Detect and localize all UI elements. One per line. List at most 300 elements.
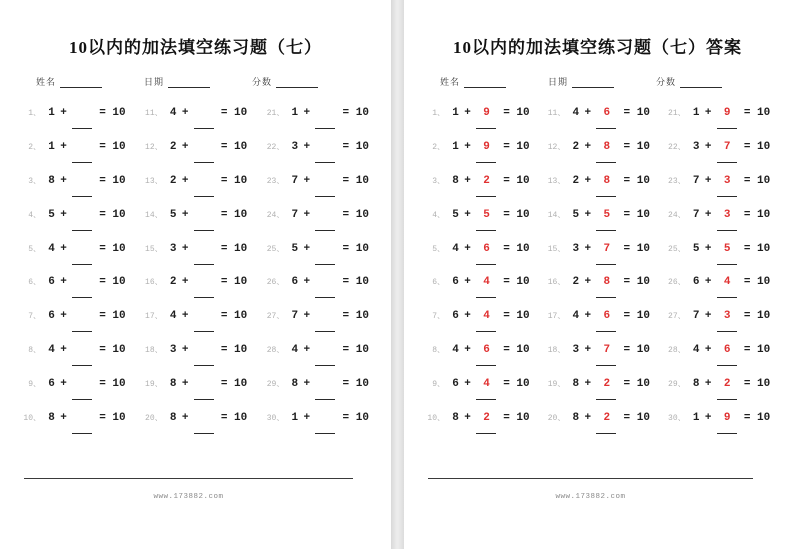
answer-digit: 3 xyxy=(723,174,731,187)
answer-slot xyxy=(474,209,499,222)
page-title: 10以内的加法填空练习题（七）答案 xyxy=(453,38,742,57)
problem-row xyxy=(22,141,144,175)
problem-row xyxy=(667,107,787,141)
score-field-label: 分数 xyxy=(252,77,273,87)
equals-sign: = xyxy=(99,242,106,255)
addend: 2 xyxy=(572,276,580,289)
problem-number: 20、 xyxy=(145,414,163,424)
equals-sign: = xyxy=(342,242,350,255)
addend: 1 xyxy=(692,412,700,425)
equals-sign: = xyxy=(623,412,631,425)
problem-number: 24、 xyxy=(266,210,285,220)
equals-sign: = xyxy=(623,107,631,119)
problem-number: 29、 xyxy=(668,380,686,390)
answer-slot xyxy=(474,412,499,425)
problem-number: 26、 xyxy=(668,278,686,288)
problem-row xyxy=(426,344,546,378)
problem-number: 15、 xyxy=(145,244,163,254)
equals-sign: = xyxy=(503,107,510,119)
addend: 8 xyxy=(291,378,299,391)
sum-value: 10 xyxy=(112,174,126,187)
problem-row xyxy=(265,310,387,344)
problem-row xyxy=(426,141,546,175)
problem-number: 22、 xyxy=(668,142,686,152)
equals-sign: = xyxy=(99,276,106,289)
problem-number: 1、 xyxy=(432,109,445,118)
blank-line xyxy=(315,230,335,231)
addend: 4 xyxy=(169,310,177,323)
plus-sign: + xyxy=(464,208,471,221)
problem-number: 8、 xyxy=(28,346,41,356)
blank-line xyxy=(596,399,616,400)
addend: 7 xyxy=(291,208,299,221)
problem-row xyxy=(546,276,666,310)
problem-number: 11、 xyxy=(547,109,566,118)
plus-sign: + xyxy=(181,140,189,153)
plus-sign: + xyxy=(60,310,67,323)
plus-sign: + xyxy=(60,276,67,289)
answer-digit: 2 xyxy=(723,378,731,391)
equals-sign: = xyxy=(99,344,106,357)
answer-slot xyxy=(594,344,619,357)
equals-sign: = xyxy=(99,174,106,187)
equals-sign: = xyxy=(743,310,751,323)
problem-number: 23、 xyxy=(668,176,686,186)
answer-slot xyxy=(594,412,619,425)
equals-sign: = xyxy=(623,310,631,323)
plus-sign: + xyxy=(181,378,189,391)
problem-number: 18、 xyxy=(547,346,566,356)
plus-sign: + xyxy=(60,208,67,221)
blank-line xyxy=(476,128,496,129)
equals-sign: = xyxy=(342,174,350,187)
plus-sign: + xyxy=(303,140,311,153)
plus-sign: + xyxy=(181,276,189,289)
plus-sign: + xyxy=(181,174,189,187)
equals-sign: = xyxy=(342,140,350,153)
answer-digit: 8 xyxy=(603,174,611,187)
sum-value: 10 xyxy=(112,208,126,221)
blank-line xyxy=(315,128,335,129)
addend: 2 xyxy=(572,140,580,153)
sum-value: 10 xyxy=(757,140,771,153)
problem-row xyxy=(426,412,546,446)
blank-line xyxy=(476,297,496,298)
sum-value: 10 xyxy=(355,344,369,357)
sum-value: 10 xyxy=(234,208,248,221)
page-answers xyxy=(404,0,791,549)
sum-value: 10 xyxy=(757,378,771,391)
addend: 6 xyxy=(48,378,55,391)
problem-number: 26、 xyxy=(266,278,285,288)
blank-line xyxy=(315,331,335,332)
answer-slot xyxy=(474,243,499,256)
blank-line xyxy=(315,297,335,298)
answer-slot xyxy=(192,276,217,289)
equals-sign: = xyxy=(503,378,510,391)
equals-sign: = xyxy=(342,344,350,357)
name-field-label: 姓名 xyxy=(440,77,461,87)
addend: 3 xyxy=(572,344,580,357)
equals-sign: = xyxy=(623,208,631,221)
equals-sign: = xyxy=(503,242,510,255)
answer-slot xyxy=(70,378,95,391)
blank-line xyxy=(194,331,214,332)
answer-digit: 6 xyxy=(723,344,731,357)
problem-number: 1、 xyxy=(28,109,41,118)
problem-row xyxy=(144,412,266,446)
name-field xyxy=(36,75,102,88)
addend: 1 xyxy=(452,107,459,119)
problem-number: 27、 xyxy=(668,312,686,322)
plus-sign: + xyxy=(464,276,471,289)
sum-value: 10 xyxy=(112,140,126,153)
plus-sign: + xyxy=(181,412,189,425)
problem-number: 21、 xyxy=(668,109,686,118)
blank-line xyxy=(194,433,214,434)
answer-slot xyxy=(715,412,740,425)
answer-slot xyxy=(715,209,740,222)
problems-grid xyxy=(426,107,787,446)
sum-value: 10 xyxy=(112,107,126,119)
answer-digit: 5 xyxy=(603,208,611,221)
problem-row xyxy=(667,310,787,344)
page-footer xyxy=(428,478,753,503)
answer-digit: 2 xyxy=(483,174,490,187)
sum-value: 10 xyxy=(516,378,530,391)
answer-slot xyxy=(594,243,619,256)
blank-line xyxy=(596,230,616,231)
plus-sign: + xyxy=(181,242,189,255)
sum-value: 10 xyxy=(636,344,650,357)
addend: 8 xyxy=(48,174,55,187)
score-blank-line xyxy=(680,77,722,88)
blank-line xyxy=(476,331,496,332)
answer-slot xyxy=(715,175,740,188)
blank-line xyxy=(717,365,737,366)
problem-row xyxy=(426,107,546,141)
plus-sign: + xyxy=(584,276,592,289)
plus-sign: + xyxy=(303,412,311,425)
equals-sign: = xyxy=(623,276,631,289)
answer-slot xyxy=(594,276,619,289)
blank-line xyxy=(596,365,616,366)
equals-sign: = xyxy=(623,140,631,153)
problem-number: 20、 xyxy=(547,414,566,424)
problem-row xyxy=(667,175,787,209)
problem-row xyxy=(667,209,787,243)
problem-row xyxy=(667,243,787,277)
addend: 4 xyxy=(572,310,580,323)
problem-row xyxy=(144,175,266,209)
equals-sign: = xyxy=(342,378,350,391)
problem-number: 6、 xyxy=(28,278,41,288)
problem-number: 17、 xyxy=(547,312,566,322)
blank-line xyxy=(72,399,92,400)
blank-line xyxy=(315,264,335,265)
answer-slot xyxy=(715,107,740,120)
sum-value: 10 xyxy=(757,174,771,187)
blank-line xyxy=(194,297,214,298)
addend: 6 xyxy=(452,378,459,391)
plus-sign: + xyxy=(181,208,189,221)
sum-value: 10 xyxy=(234,174,248,187)
plus-sign: + xyxy=(60,378,67,391)
problem-row xyxy=(144,310,266,344)
answer-slot xyxy=(70,107,95,120)
answer-digit: 5 xyxy=(483,208,490,221)
sum-value: 10 xyxy=(516,174,530,187)
plus-sign: + xyxy=(464,107,471,119)
equals-sign: = xyxy=(503,344,510,357)
sum-value: 10 xyxy=(757,107,771,119)
addend: 1 xyxy=(48,107,55,119)
answer-slot xyxy=(192,378,217,391)
equals-sign: = xyxy=(623,242,631,255)
equals-sign: = xyxy=(503,310,510,323)
sum-value: 10 xyxy=(355,208,369,221)
problem-row xyxy=(144,276,266,310)
answer-slot xyxy=(192,412,217,425)
blank-line xyxy=(717,399,737,400)
problem-number: 16、 xyxy=(547,278,566,288)
answer-digit: 7 xyxy=(603,242,611,255)
answer-digit: 9 xyxy=(723,107,731,119)
problem-number: 22、 xyxy=(266,142,285,152)
sum-value: 10 xyxy=(112,412,126,425)
problem-number: 5、 xyxy=(432,244,445,254)
problem-number: 4、 xyxy=(432,210,445,220)
plus-sign: + xyxy=(464,412,471,425)
problem-row xyxy=(144,344,266,378)
blank-line xyxy=(315,162,335,163)
answer-digit: 3 xyxy=(723,208,731,221)
sum-value: 10 xyxy=(757,276,771,289)
equals-sign: = xyxy=(220,242,228,255)
equals-sign: = xyxy=(342,310,350,323)
problem-number: 12、 xyxy=(547,142,566,152)
answer-slot xyxy=(313,107,338,120)
date-field xyxy=(548,75,614,88)
problem-number: 5、 xyxy=(28,244,41,254)
blank-line xyxy=(194,399,214,400)
equals-sign: = xyxy=(743,140,751,153)
answer-digit: 6 xyxy=(603,310,611,323)
addend: 5 xyxy=(48,208,55,221)
problem-row xyxy=(667,412,787,446)
equals-sign: = xyxy=(220,174,228,187)
answer-slot xyxy=(715,378,740,391)
problem-row xyxy=(546,209,666,243)
plus-sign: + xyxy=(584,107,592,119)
blank-line xyxy=(476,196,496,197)
problem-row xyxy=(426,243,546,277)
problem-row xyxy=(144,378,266,412)
answer-slot xyxy=(715,141,740,154)
addend: 3 xyxy=(291,140,299,153)
problem-number: 29、 xyxy=(266,380,285,390)
answer-slot xyxy=(594,141,619,154)
plus-sign: + xyxy=(584,208,592,221)
blank-line xyxy=(717,297,737,298)
answer-digit: 4 xyxy=(723,276,731,289)
answer-slot xyxy=(192,344,217,357)
problem-number: 8、 xyxy=(432,346,445,356)
problem-number: 6、 xyxy=(432,278,445,288)
problem-number: 13、 xyxy=(145,176,163,186)
problem-number: 14、 xyxy=(547,210,566,220)
answer-slot xyxy=(70,243,95,256)
sum-value: 10 xyxy=(636,107,650,119)
sum-value: 10 xyxy=(516,208,530,221)
answer-slot xyxy=(192,209,217,222)
footer-url: www.173882.com xyxy=(555,493,626,501)
score-field-label: 分数 xyxy=(656,77,677,87)
problem-row xyxy=(22,378,144,412)
addend: 7 xyxy=(692,310,700,323)
equals-sign: = xyxy=(503,174,510,187)
problem-row xyxy=(667,344,787,378)
header-fields xyxy=(36,75,391,88)
plus-sign: + xyxy=(704,140,712,153)
problem-row xyxy=(265,209,387,243)
plus-sign: + xyxy=(704,378,712,391)
blank-line xyxy=(315,365,335,366)
addend: 8 xyxy=(169,378,177,391)
problem-row xyxy=(546,243,666,277)
sum-value: 10 xyxy=(112,276,126,289)
blank-line xyxy=(194,264,214,265)
problem-number: 3、 xyxy=(28,176,41,186)
problem-number: 17、 xyxy=(145,312,163,322)
sum-value: 10 xyxy=(636,174,650,187)
equals-sign: = xyxy=(743,412,751,425)
sum-value: 10 xyxy=(636,208,650,221)
equals-sign: = xyxy=(503,412,510,425)
addend: 1 xyxy=(452,140,459,153)
page-worksheet xyxy=(0,0,391,549)
sum-value: 10 xyxy=(234,378,248,391)
answer-digit: 4 xyxy=(483,276,490,289)
plus-sign: + xyxy=(704,208,712,221)
answer-slot xyxy=(594,310,619,323)
sum-value: 10 xyxy=(516,140,530,153)
sum-value: 10 xyxy=(757,344,771,357)
addend: 5 xyxy=(452,208,459,221)
addend: 5 xyxy=(169,208,177,221)
sum-value: 10 xyxy=(355,412,369,425)
answer-digit: 4 xyxy=(483,310,490,323)
sum-value: 10 xyxy=(636,412,650,425)
addend: 8 xyxy=(452,412,459,425)
problem-number: 18、 xyxy=(145,346,163,356)
addend: 6 xyxy=(452,276,459,289)
plus-sign: + xyxy=(181,310,189,323)
answer-slot xyxy=(192,107,217,120)
sum-value: 10 xyxy=(516,310,530,323)
blank-line xyxy=(72,196,92,197)
sum-value: 10 xyxy=(234,107,248,119)
problem-number: 16、 xyxy=(145,278,163,288)
date-field xyxy=(144,75,210,88)
equals-sign: = xyxy=(623,174,631,187)
sum-value: 10 xyxy=(112,310,126,323)
answer-slot xyxy=(474,276,499,289)
problem-number: 19、 xyxy=(145,380,163,390)
answer-slot xyxy=(715,344,740,357)
problem-row xyxy=(667,141,787,175)
addend: 4 xyxy=(48,242,55,255)
answer-slot xyxy=(313,141,338,154)
sum-value: 10 xyxy=(355,140,369,153)
equals-sign: = xyxy=(99,107,106,119)
problem-row xyxy=(426,175,546,209)
problem-number: 14、 xyxy=(145,210,163,220)
name-blank-line xyxy=(60,77,102,88)
problem-row xyxy=(265,276,387,310)
answer-slot xyxy=(70,344,95,357)
answer-slot xyxy=(313,175,338,188)
problem-row xyxy=(426,209,546,243)
blank-line xyxy=(194,162,214,163)
addend: 2 xyxy=(169,140,177,153)
answer-slot xyxy=(313,310,338,323)
sum-value: 10 xyxy=(112,242,126,255)
equals-sign: = xyxy=(220,378,228,391)
plus-sign: + xyxy=(704,276,712,289)
plus-sign: + xyxy=(704,412,712,425)
blank-line xyxy=(596,297,616,298)
addend: 6 xyxy=(692,276,700,289)
plus-sign: + xyxy=(60,344,67,357)
equals-sign: = xyxy=(503,276,510,289)
addend: 8 xyxy=(692,378,700,391)
plus-sign: + xyxy=(181,344,189,357)
addend: 8 xyxy=(169,412,177,425)
addend: 1 xyxy=(291,412,299,425)
addend: 2 xyxy=(169,276,177,289)
equals-sign: = xyxy=(743,208,751,221)
problem-row xyxy=(22,107,144,141)
addend: 8 xyxy=(48,412,55,425)
problem-row xyxy=(265,378,387,412)
equals-sign: = xyxy=(220,310,228,323)
addend: 6 xyxy=(48,276,55,289)
addend: 4 xyxy=(291,344,299,357)
equals-sign: = xyxy=(99,412,106,425)
answer-slot xyxy=(313,412,338,425)
problem-row xyxy=(265,141,387,175)
answer-slot xyxy=(313,344,338,357)
addend: 6 xyxy=(48,310,55,323)
equals-sign: = xyxy=(743,344,751,357)
problem-row xyxy=(265,412,387,446)
blank-line xyxy=(596,162,616,163)
plus-sign: + xyxy=(303,208,311,221)
addend: 3 xyxy=(169,242,177,255)
sum-value: 10 xyxy=(516,242,530,255)
blank-line xyxy=(194,128,214,129)
addend: 4 xyxy=(452,344,459,357)
problem-number: 24、 xyxy=(668,210,686,220)
answer-digit: 2 xyxy=(483,412,490,425)
date-field-label: 日期 xyxy=(548,77,569,87)
answer-slot xyxy=(70,412,95,425)
sum-value: 10 xyxy=(234,242,248,255)
equals-sign: = xyxy=(342,412,350,425)
equals-sign: = xyxy=(220,412,228,425)
name-blank-line xyxy=(464,77,506,88)
